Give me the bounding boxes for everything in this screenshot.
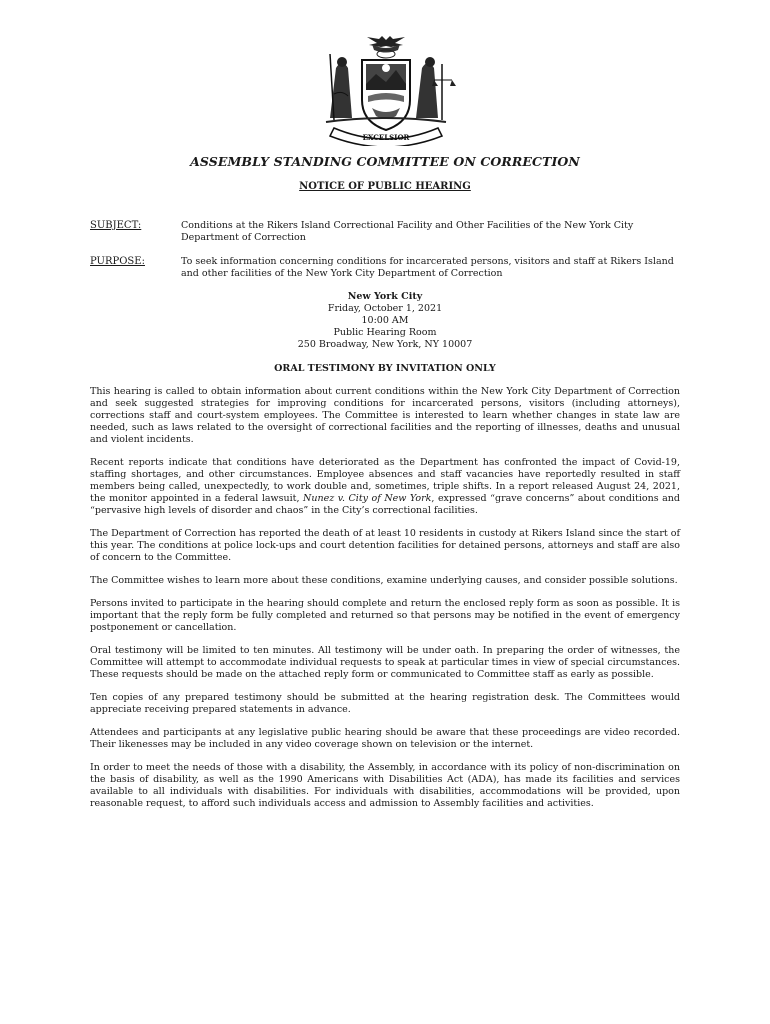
paragraph-reports xyxy=(90,457,680,517)
paragraph-video: Attendees and participants at any legislative public hearing should be aware that these proceedings are video recorded. Their likenesses may be included in any video coverage shown on television or the internet. xyxy=(90,727,680,750)
paragraph-solutions: The Committee wishes to learn more about these conditions, examine underlying causes, and consider possible solutions. xyxy=(90,575,678,586)
hearing-room: Public Hearing Room xyxy=(333,327,437,338)
paragraph-oral-testimony: Oral testimony will be limited to ten minutes. All testimony will be under oath. In preparing the order of witnesses, the Committee will attempt to accommodate individual requests to speak at particular times in view of special circumstances. These requests should be made on the attached reply form or communicated to Committee staff as early as possible. xyxy=(90,645,680,680)
seal-motto: EXCELSIOR xyxy=(362,133,410,142)
paragraph-copies: Ten copies of any prepared testimony should be submitted at the hearing registration desk. The Committees would appreciate receiving prepared statements in advance. xyxy=(90,692,680,715)
new-york-state-seal-icon xyxy=(312,34,460,146)
paragraph-reports-text-end: , expressed “grave concerns” about conditions and “pervasive high levels of disorder and chaos” in the City’s correctional facilities. xyxy=(90,493,680,516)
hearing-time: 10:00 AM xyxy=(361,315,409,326)
hearing-location xyxy=(0,291,770,351)
hearing-address: 250 Broadway, New York, NY 10007 xyxy=(297,339,473,350)
committee-title: ASSEMBLY STANDING COMMITTEE ON CORRECTION xyxy=(190,154,580,169)
paragraph-purpose: This hearing is called to obtain information about current conditions within the New York City Department of Correction and seek suggested strategies for improving conditions for incarcerated persons, visitors (including attorneys), corrections staff and court-system employees. The Committee is interested to learn whether changes in state law are needed, such as laws related to the oversight of correctional facilities and the reporting of illnesses, deaths and unusual and violent incidents. xyxy=(90,386,680,445)
hearing-date: Friday, October 1, 2021 xyxy=(327,303,443,314)
subject-label: SUBJECT: xyxy=(90,220,142,231)
purpose-text: To seek information concerning conditions for incarcerated persons, visitors and staff at Rikers Island and other facilities of the New York City Department of Correction xyxy=(181,256,674,279)
purpose-label: PURPOSE: xyxy=(90,256,145,267)
paragraph-reply-form: Persons invited to participate in the hearing should complete and return the enclosed reply form as soon as possible. It is important that the reply form be fully completed and returned so that persons may be notified in the event of emergency postponement or cancellation. xyxy=(90,598,680,633)
oral-testimony-notice: ORAL TESTIMONY BY INVITATION ONLY xyxy=(274,363,496,374)
paragraph-deaths: The Department of Correction has reported the death of at least 10 residents in custody at Rikers Island since the start of this year. The conditions at police lock-ups and court detention facilities for detained persons, attorneys and staff are also of concern to the Committee. xyxy=(90,528,680,563)
paragraph-reports-text: Recent reports indicate that conditions have deteriorated as the Department has confronted the impact of Covid-19, staffing shortages, and other circumstances. Employee absences and staff vacancies have reportedly resulted in staff members being called, unexpectedly, to work double and, sometimes, triple shifts. In a report released August 24, 2021, the monitor appointed in a federal lawsuit, xyxy=(90,457,680,504)
notice-heading: NOTICE OF PUBLIC HEARING xyxy=(299,181,471,192)
case-name: Nunez v. City of New York xyxy=(303,493,432,504)
paragraph-disability: In order to meet the needs of those with a disability, the Assembly, in accordance with its policy of non-discrimination on the basis of disability, as well as the 1990 Americans with Disabilities Act (ADA), has made its facilities and services available to all individuals with disabilities. For individuals with disabilities, accommodations will be provided, upon reasonable request, to afford such individuals access and admission to Assembly facilities and activities. xyxy=(90,762,680,809)
subject-text: Conditions at the Rikers Island Correctional Facility and Other Facilities of the New York City Department of Correction xyxy=(181,220,634,243)
hearing-city: New York City xyxy=(347,291,423,302)
notice-body xyxy=(90,386,680,821)
